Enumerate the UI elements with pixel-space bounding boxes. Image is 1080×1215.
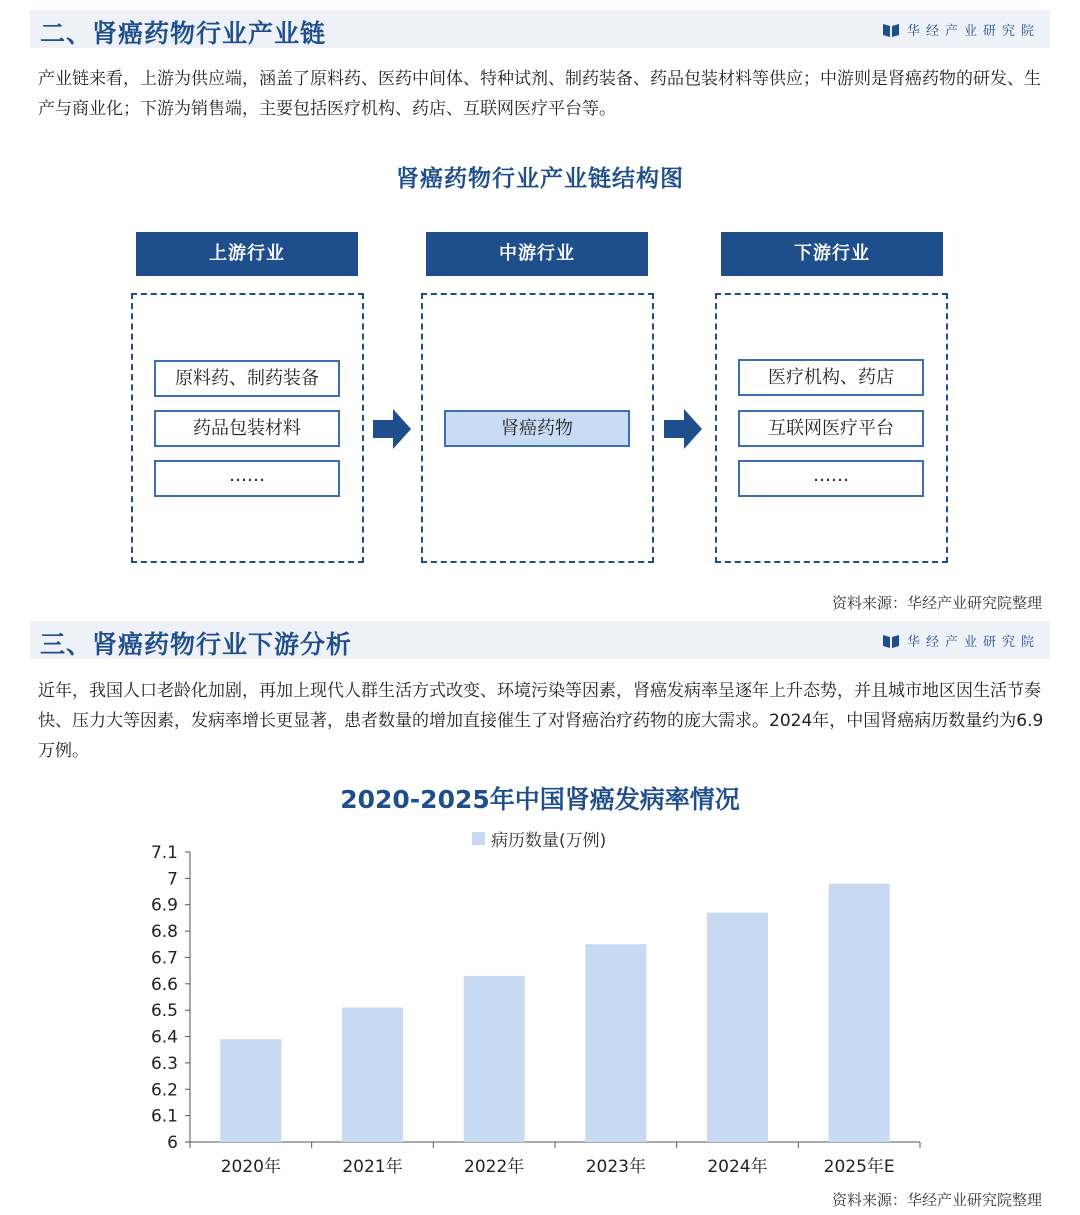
downstream-header: 下游行业 [721, 232, 943, 276]
brand-name: 华经产业研究院 [906, 635, 1040, 650]
upstream-header: 上游行业 [136, 232, 358, 276]
upstream-item: 原料药、制药装备 [154, 360, 340, 397]
x-tick-label: 2022年 [464, 1157, 525, 1177]
bar [585, 944, 646, 1142]
chart-source: 资料来源：华经产业研究院整理 [831, 1191, 1042, 1209]
y-tick-label: 6.9 [150, 895, 178, 916]
section3-title: 三、肾癌药物行业下游分析 [40, 630, 353, 659]
x-tick-label: 2021年 [342, 1157, 403, 1177]
section2-paragraph: 产业链来看，上游为供应端，涵盖了原料药、医药中间体、特种试剂、制药装备、药品包装材料等供应；中游则是肾癌药物的研发、生产与商业化；下游为销售端，主要包括医疗机构、药店、互联网医疗平台等。 [38, 69, 1041, 119]
y-tick-label: 6.8 [150, 922, 178, 943]
y-tick-label: 7 [167, 869, 178, 890]
y-tick-label: 6.7 [150, 948, 178, 969]
y-tick-label: 6.3 [150, 1053, 178, 1074]
bar [707, 913, 768, 1142]
section3-paragraph: 近年，我国人口老龄化加剧，再加上现代人群生活方式改变、环境污染等因素，肾癌发病率呈逐年上升态势，并且城市地区因生活节奏快、压力大等因素，发病率增长更显著，患者数量的增加直接催生了对肾癌治疗药物的庞大需求。2024年，中国肾癌病历数量约为6.9万例。 [38, 681, 1044, 761]
bar [829, 884, 890, 1142]
bar [342, 1008, 403, 1142]
diagram-source: 资料来源：华经产业研究院整理 [831, 594, 1042, 612]
upstream-item: …… [154, 460, 340, 497]
y-tick-label: 6.5 [150, 1001, 178, 1022]
x-tick-label: 2025年E [823, 1157, 895, 1177]
midstream-item: 肾癌药物 [444, 410, 630, 447]
y-tick-label: 6.2 [150, 1080, 178, 1101]
downstream-item: …… [738, 460, 924, 497]
downstream-item: 互联网医疗平台 [738, 410, 924, 447]
midstream-header: 中游行业 [426, 232, 648, 276]
bar [220, 1039, 281, 1142]
y-tick-label: 7.1 [150, 843, 178, 863]
y-tick-label: 6.4 [150, 1027, 178, 1048]
x-tick-label: 2020年 [220, 1157, 281, 1177]
x-tick-label: 2024年 [707, 1157, 768, 1177]
downstream-item: 医疗机构、药店 [738, 359, 924, 396]
x-tick-label: 2023年 [585, 1157, 646, 1177]
y-tick-label: 6 [167, 1133, 178, 1153]
legend-label: 病历数量(万例) [491, 831, 607, 851]
chart-title: 2020-2025年中国肾癌发病率情况 [340, 785, 740, 814]
brand-name: 华经产业研究院 [906, 24, 1040, 39]
section2-title: 二、肾癌药物行业产业链 [40, 19, 327, 48]
y-tick-label: 6.1 [150, 1106, 178, 1127]
diagram-title: 肾癌药物行业产业链结构图 [396, 166, 684, 192]
y-tick-label: 6.6 [150, 974, 178, 995]
bar [464, 976, 525, 1142]
upstream-item: 药品包装材料 [154, 410, 340, 447]
